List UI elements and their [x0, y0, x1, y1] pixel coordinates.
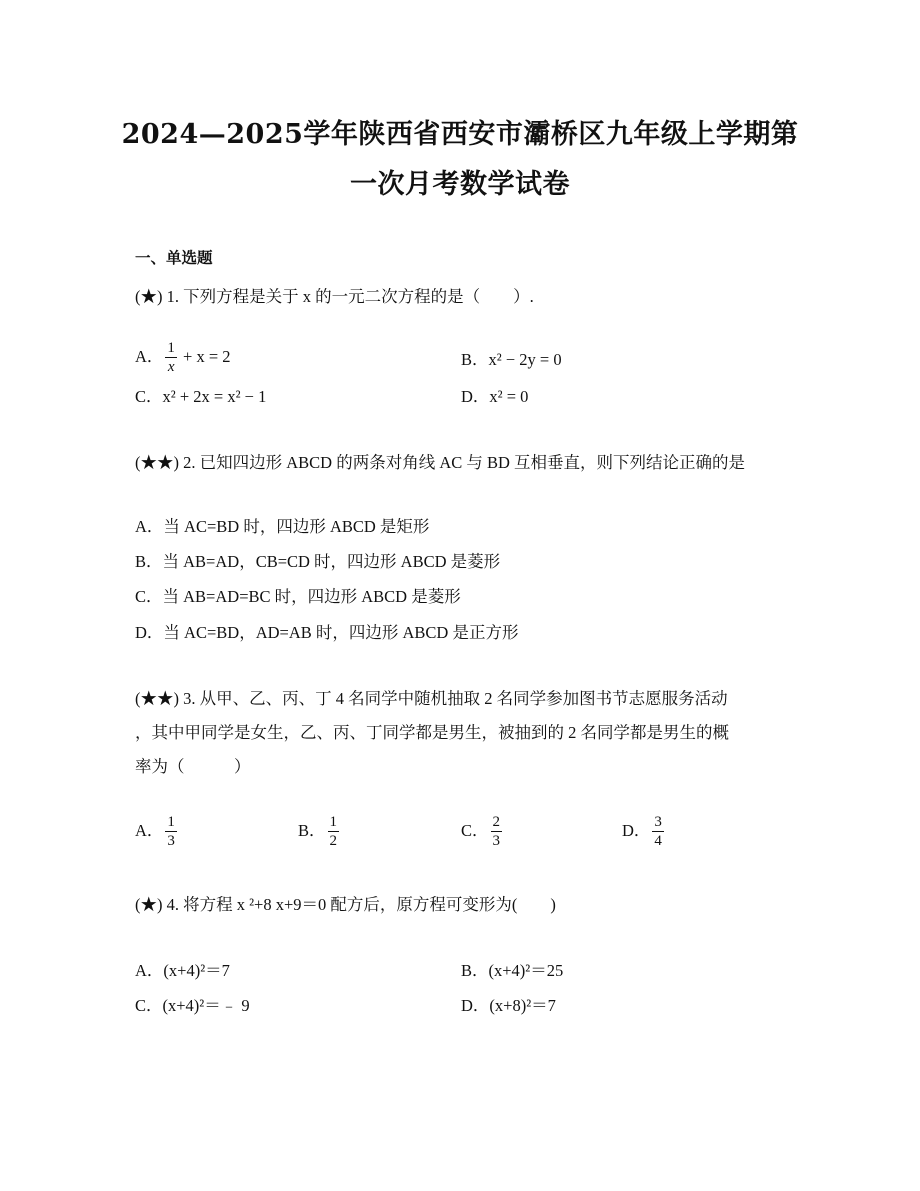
fraction	[165, 815, 177, 849]
question-4-option-d: D．(x+8)²＝7	[461, 996, 556, 1015]
numerator: 1	[329, 814, 338, 830]
numerator: 2	[492, 814, 501, 830]
denominator: x	[167, 359, 175, 375]
question-3-option-a	[135, 815, 179, 849]
denominator: 4	[654, 833, 662, 849]
page-title-line-2: 一次月考数学试卷	[350, 169, 570, 200]
option-label: A．	[135, 346, 164, 366]
question-2-option-c: C．当 AB=AD=BC 时，四边形 ABCD 是菱形	[135, 587, 461, 606]
page-title-line-1: 2024—2025学年陕西省西安市灞桥区九年级上学期第	[121, 119, 799, 150]
question-1-stem: (★) 1. 下列方程是关于 x 的一元二次方程的是（ ）.	[135, 287, 534, 306]
question-1-option-c: C．x² + 2x = x² − 1	[135, 387, 267, 406]
option-label: C．	[461, 820, 489, 840]
question-3-stem-line-3: 率为（ ）	[135, 757, 251, 776]
question-3-option-b	[298, 815, 341, 849]
section-heading: 一、单选题	[135, 249, 213, 267]
option-label: A．	[135, 820, 164, 840]
fraction	[652, 815, 664, 849]
question-1-option-b: B．x² − 2y = 0	[461, 350, 562, 369]
question-3-option-c	[461, 815, 504, 849]
question-3-option-d	[622, 815, 666, 849]
fraction	[491, 815, 503, 849]
denominator: 2	[329, 833, 338, 849]
numerator: 1	[167, 814, 175, 830]
numerator: 3	[654, 814, 662, 830]
question-2-option-a: A．当 AC=BD 时，四边形 ABCD 是矩形	[135, 517, 430, 536]
fraction	[328, 815, 340, 849]
question-4-option-a: A．(x+4)²＝7	[135, 961, 230, 980]
question-1-option-d: D．x² = 0	[461, 387, 529, 406]
option-expression: + x = 2	[183, 346, 231, 366]
question-3-stem-line-1: (★★) 3. 从甲、乙、丙、丁 4 名同学中随机抽取 2 名同学参加图书节志愿服务活动	[135, 689, 728, 708]
question-4-option-b: B．(x+4)²＝25	[461, 961, 564, 980]
question-3-stem-line-2: ，其中甲同学是女生，乙、丙、丁同学都是男生，被抽到的 2 名同学都是男生的概	[135, 723, 729, 742]
question-2-stem: (★★) 2. 已知四边形 ABCD 的两条对角线 AC 与 BD 互相垂直，则下列结论正确的是	[135, 453, 746, 472]
question-2-option-b: B．当 AB=AD，CB=CD 时，四边形 ABCD 是菱形	[135, 552, 501, 571]
question-1-option-a	[135, 341, 231, 375]
denominator: 3	[492, 833, 501, 849]
denominator: 3	[167, 833, 175, 849]
question-4-option-c: C．(x+4)²＝﹣ 9	[135, 996, 250, 1015]
question-4-stem: (★) 4. 将方程 x ²+8 x+9＝0 配方后，原方程可变形为( )	[135, 895, 556, 914]
question-2-option-d: D．当 AC=BD，AD=AB 时，四边形 ABCD 是正方形	[135, 623, 519, 642]
option-label: D．	[622, 820, 651, 840]
numerator: 1	[167, 340, 175, 356]
fraction	[165, 341, 177, 375]
option-label: B．	[298, 820, 326, 840]
